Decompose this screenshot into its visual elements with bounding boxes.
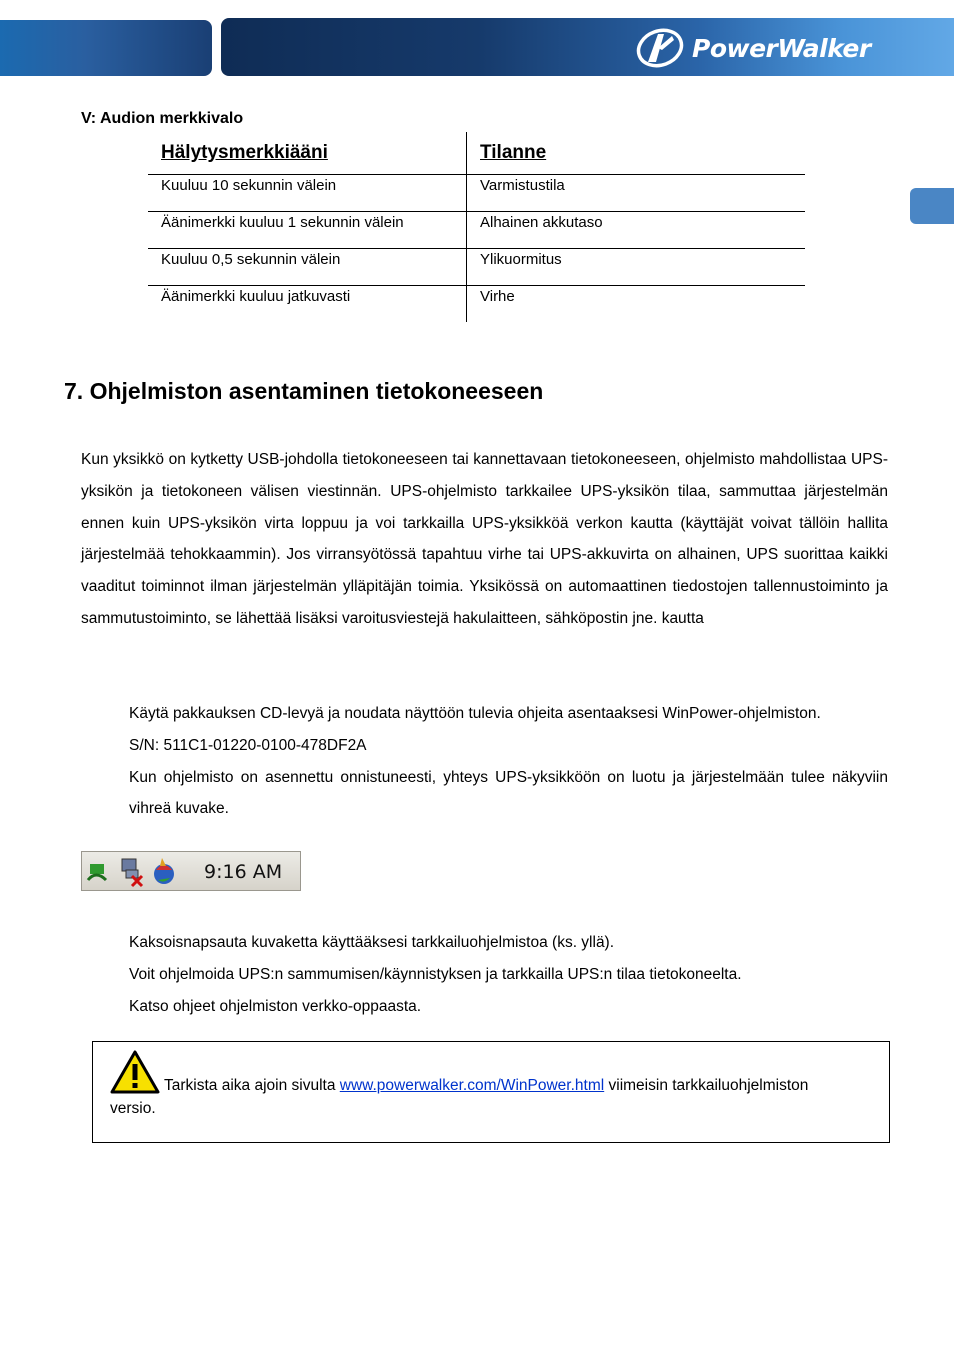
table-cell: Ylikuormitus: [467, 249, 806, 286]
warning-box: [92, 1041, 890, 1143]
network-disconnected-icon: [122, 859, 142, 886]
usage-step-1: Kaksoisnapsauta kuvaketta käyttääksesi tarkkailuohjelmistoa (ks. yllä).: [129, 934, 615, 951]
warning-text-line2: versio.: [110, 1100, 156, 1117]
powerwalker-logo-icon: [634, 28, 686, 68]
powerwalker-logo: [634, 28, 871, 68]
section-heading: 7. Ohjelmiston asentaminen tietokoneeseen: [64, 378, 544, 404]
install-step-3: Kun ohjelmisto on asennettu onnistuneesti, yhteys UPS-yksikköön on luotu ja järjestelmään tulee näkyviin vihreä kuvake.: [129, 768, 888, 818]
usage-step-3: Katso ohjeet ohjelmiston verkko-oppaasta.: [129, 997, 422, 1015]
warning-text: [164, 1077, 808, 1095]
table-header-row: [148, 132, 805, 175]
table-cell: Kuuluu 10 sekunnin välein: [148, 175, 467, 212]
intro-paragraph: Kun yksikkö on kytketty USB-johdolla tietokoneeseen tai kannettavaan tietokoneeseen, ohjelmisto mahdollistaa UPS-yksikön ja tietokoneen välisen viestinnän. UPS-ohjelmisto tarkkailee UPS-yksikön tilaa, sammuttaa järjestelmän ennen kuin UPS-yksikön virta loppuu ja voi tarkkailla UPS-yksikköä verkon kautta (käyttäjät voivat tällöin hallita järjestelmää tehokkaammin). Jos virransyötössä tapahtuu virhe tai UPS-akkuvirta on alhainen, UPS suorittaa kaikki vaaditut toiminnot ilman järjestelmän ylläpitäjän toimia. Yksikössä on automaattinen tiedostojen tallennustoiminto ja sammutustoiminto, se lähettää lisäksi varoitusviestejä hakulaitteen, sähköpostin jne. kautta: [81, 451, 888, 627]
table-row: [148, 175, 805, 212]
table-cell: Virhe: [480, 288, 515, 305]
warning-text-before: Tarkista aika ajoin sivulta: [164, 1077, 340, 1094]
winpower-icon: [154, 858, 174, 884]
table-cell: Alhainen akkutaso: [467, 212, 806, 249]
brand-name: PowerWalker: [692, 33, 871, 63]
system-tray-image: [81, 851, 301, 891]
alarm-table: [148, 132, 805, 322]
tray-clock: 9:16 AM: [204, 861, 283, 883]
usage-steps: [129, 927, 888, 1022]
install-steps: [129, 698, 888, 825]
table-cell: Äänimerkki kuuluu 1 sekunnin välein: [148, 212, 467, 249]
header-band-left: [0, 20, 212, 76]
table-cell: Varmistustila: [467, 175, 806, 212]
usage-step-2: Voit ohjelmoida UPS:n sammumisen/käynnistyksen ja tarkkailla UPS:n tilaa tietokoneelta.: [129, 965, 742, 983]
winpower-link[interactable]: www.powerwalker.com/WinPower.html: [339, 1077, 605, 1094]
warning-icon: [110, 1050, 160, 1094]
warning-text-after: viimeisin tarkkailuohjelmiston: [604, 1077, 809, 1094]
install-step-1: Käytä pakkauksen CD-levyä ja noudata näyttöön tulevia ohjeita asentaaksesi WinPower-ohjelmiston.: [129, 705, 821, 722]
serial-number: S/N: 511C1-01220-0100-478DF2A: [129, 736, 367, 754]
side-tab-marker: [910, 188, 954, 224]
table-row: [148, 212, 805, 249]
column-header-status: Tilanne: [467, 132, 806, 175]
table-row: [148, 286, 805, 323]
ups-green-icon: [88, 864, 106, 880]
table-cell: Äänimerkki kuuluu jatkuvasti: [148, 286, 467, 323]
tray-icons: [86, 856, 182, 888]
section-label: V: Audion merkkivalo: [81, 110, 244, 127]
column-header-alarm: Hälytysmerkkiääni: [148, 132, 467, 175]
table-row: [148, 249, 805, 286]
table-cell: Kuuluu 0,5 sekunnin välein: [148, 249, 467, 286]
